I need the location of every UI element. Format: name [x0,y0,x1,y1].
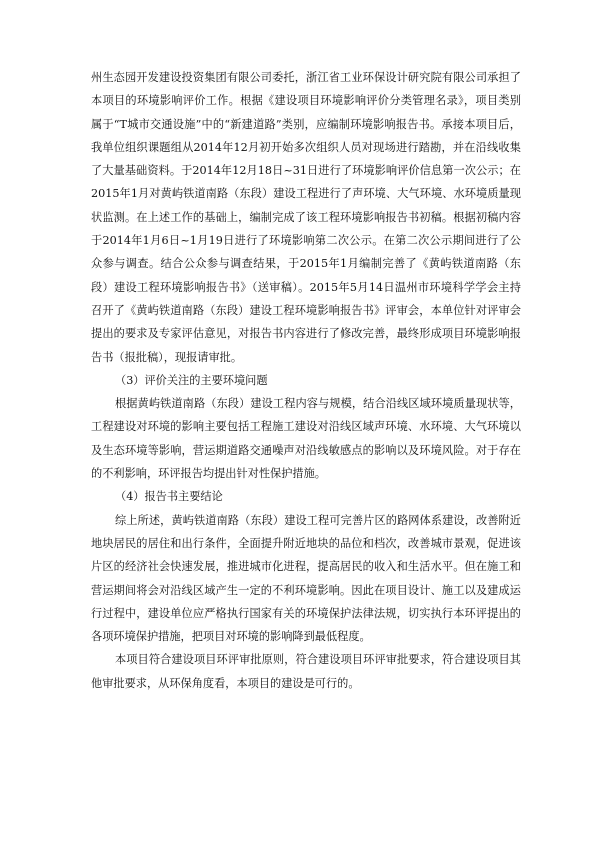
paragraph-final-verdict: 本项目符合建设项目环评审批原则，符合建设项目环评审批要求，符合建设项目其他审批要求，从环保角度看，本项目的建设是可行的。 [91,653,521,690]
section-heading-key-issues: （3）评价关注的主要环境问题 [115,373,268,387]
paragraph-conclusions: 综上所述，黄屿铁道南路（东段）建设工程可完善片区的路网体系建设，改善附近地块居民的居住和出行条件，全面提升附近地块的品位和档次，改善城市景观，促进该片区的经济社会快速发展，推进城市化进程，提高居民的收入和生活水平。但在施工和营运期间将会对沿线区域产生一定的不利环境影响。因此在项目设计、施工以及建成运行过程中，建设单位应严格执行国家有关的环境保护法律法规，切实执行本环评提出的各项环境保护措施，把项目对环境的影响降到最低程度。 [91,513,521,644]
page-body [91,66,521,695]
paragraph-project-background: 州生态园开发建设投资集团有限公司委托，浙江省工业环保设计研究院有限公司承担了本项目的环境影响评价工作。根据《建设项目环境影响评价分类管理名录》，项目类别属于“T城市交通设施”中的“新建道路”类别，应编制环境影响报告书。承接本项目后，我单位组织课题组从2014年12月初开始多次组织人员对现场进行踏勘，并在沿线收集了大量基础资料。于2014年12月18日~31日进行了环境影响评价信息第一次公示；在2015年1月对黄屿铁道南路（东段）建设工程进行了声环境、大气环境、水环境质量现状监测。在上述工作的基础上，编制完成了该工程环境影响报告书初稿。根据初稿内容于2014年1月6日~1月19日进行了环境影响第二次公示。在第二次公示期间进行了公众参与调查。结合公众参与调查结果，于2015年1月编制完善了《黄屿铁道南路（东段）建设工程环境影响报告书》（送审稿）。2015年5月14日温州市环境科学学会主持召开了《黄屿铁道南路（东段）建设工程环境影响报告书》评审会，本单位针对评审会提出的要求及专家评估意见，对报告书内容进行了修改完善，最终形成项目环境影响报告书（报批稿），现报请审批。 [91,71,521,364]
section-heading-conclusions: （4）报告书主要结论 [115,490,223,504]
paragraph-key-issues: 根据黄屿铁道南路（东段）建设工程内容与规模，结合沿线区域环境质量现状等，工程建设对环境的影响主要包括工程施工建设对沿线区域声环境、水环境、大气环境以及生态环境等影响，营运期道路交通噪声对沿线敏感点的影响以及环境风险。对于存在的不利影响，环评报告均提出针对性保护措施。 [91,397,521,481]
